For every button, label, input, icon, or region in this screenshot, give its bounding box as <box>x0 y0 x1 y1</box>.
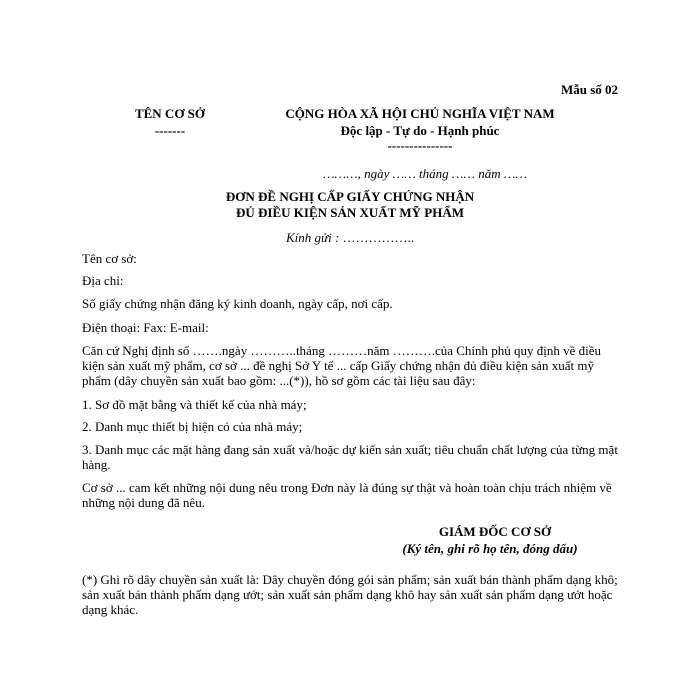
signer-title: GIÁM ĐỐC CƠ SỞ <box>438 524 552 539</box>
motto-divider: --------------- <box>387 138 453 153</box>
field-organization-name: Tên cơ sở: <box>82 251 137 266</box>
field-business-license: Số giấy chứng nhận đăng ký kinh doanh, ngày cấp, nơi cấp. <box>82 296 393 311</box>
national-motto: Độc lập - Tự do - Hạnh phúc <box>340 123 500 138</box>
document-title-line-2: ĐỦ ĐIỀU KIỆN SẢN XUẤT MỸ PHẨM <box>236 205 464 220</box>
form-number: Mẫu số 02 <box>560 82 618 97</box>
recipient-line <box>150 230 550 246</box>
organization-name: TÊN CƠ SỞ <box>134 106 206 121</box>
field-address: Địa chỉ: <box>82 273 124 288</box>
document-list-item: 3. Danh mục các mặt hàng đang sản xuất và/hoặc dự kiến sản xuất; tiêu chuẩn chất lượng của từng mặt hàng. <box>82 442 618 472</box>
document-title-line-1: ĐƠN ĐỀ NGHỊ CẤP GIẤY CHỨNG NHẬN <box>225 189 475 204</box>
footnote: (*) Ghi rõ dây chuyền sản xuất là: Dây chuyền đóng gói sản phẩm; sản xuất bán thành phẩm dạng khô; sản xuất bán thành phẩm dạng ướt; sản xuất sản phẩm dạng khô hay sản xuất sản phẩm dạng ướt hoặc dạng khác. <box>82 572 618 617</box>
commitment-paragraph: Cơ sở ... cam kết những nội dung nêu trong Đơn này là đúng sự thật và hoàn toàn chịu trách nhiệm về những nội dung đã nêu. <box>82 480 612 510</box>
main-paragraph: Căn cứ Nghị định số …….ngày ………..tháng ………năm ……….của Chính phủ quy định về điều kiện sản xuất mỹ phẩm, cơ sở ... đề nghị Sở Y tế ... cấp Giấy chứng nhận đủ điều kiện sản xuất mỹ phẩm (dây chuyền sản xuất bao gồm: ...(*)), hồ sơ gồm các tài liệu sau đây: <box>82 343 602 388</box>
field-contact: Điện thoại: Fax: E-mail: <box>82 320 209 335</box>
document-list-item: 2. Danh mục thiết bị hiện có của nhà máy; <box>82 419 303 434</box>
recipient-value: …………….. <box>339 230 415 245</box>
country-name: CỘNG HÒA XÃ HỘI CHỦ NGHĨA VIỆT NAM <box>285 106 555 121</box>
date-line: ………, ngày …… tháng …… năm …… <box>322 166 528 181</box>
document-list-item: 1. Sơ đồ mặt bằng và thiết kế của nhà máy; <box>82 397 307 412</box>
recipient-label: Kính gửi : <box>285 230 340 245</box>
organization-divider: ------- <box>154 123 186 138</box>
signature-instruction: (Ký tên, ghi rõ họ tên, đóng dấu) <box>402 541 578 556</box>
